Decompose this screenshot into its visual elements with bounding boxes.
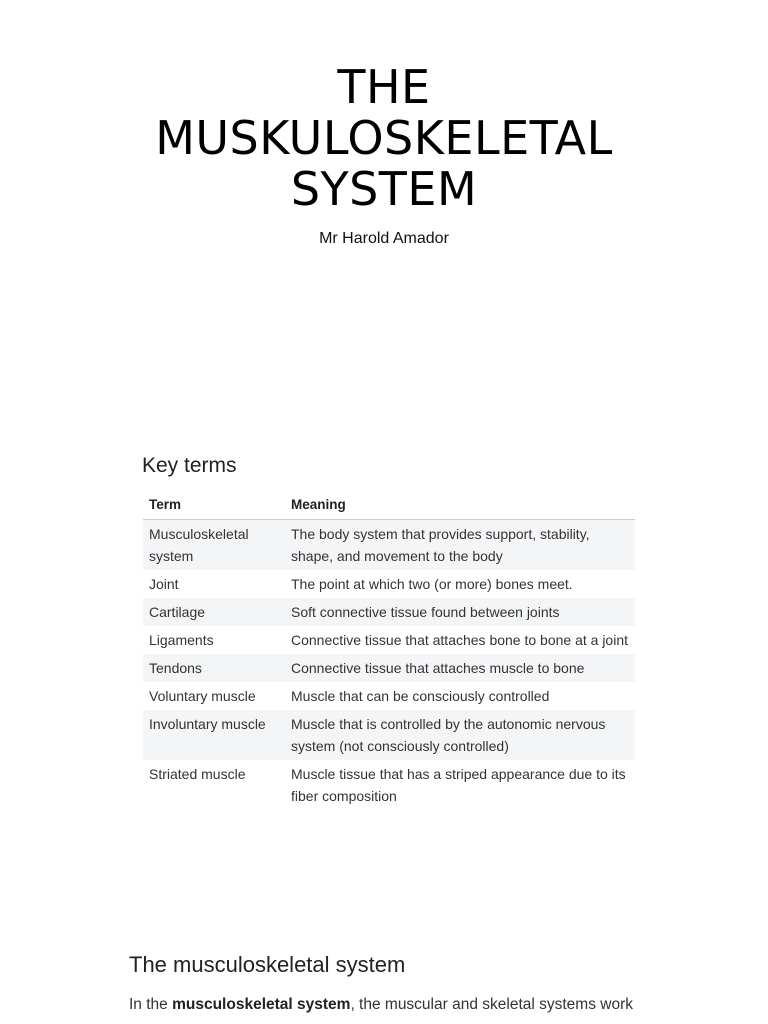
- intro-prefix: In the: [129, 996, 173, 1013]
- key-terms-heading: Key terms: [142, 454, 237, 477]
- table-row: [143, 570, 635, 598]
- term-cell: Voluntary muscle: [149, 688, 256, 704]
- table-header-row: [143, 491, 635, 520]
- meaning-cell: The point at which two (or more) bones meet.: [291, 576, 573, 592]
- meaning-cell: Connective tissue that attaches bone to bone at a joint: [291, 632, 629, 648]
- author-name: Mr Harold Amador: [319, 230, 449, 247]
- term-cell: Cartilage: [143, 598, 285, 626]
- table-row: [143, 598, 635, 626]
- meaning-cell: Muscle that is controlled by the autonomic nervous system (not consciously controlled): [285, 710, 635, 760]
- meaning-cell: Muscle that can be consciously controlled: [291, 688, 550, 704]
- meaning-cell: Muscle tissue that has a striped appearance due to its fiber composition: [291, 766, 626, 804]
- term-cell: Striated muscle: [149, 766, 246, 782]
- table-row: [143, 626, 635, 654]
- term-cell: Ligaments: [149, 632, 214, 648]
- intro-suffix: , the muscular and skeletal systems work: [350, 996, 633, 1013]
- column-header-term: Term: [143, 491, 285, 520]
- title-line-2: MUSKULOSKELETAL: [155, 111, 613, 165]
- term-cell: Joint: [149, 576, 179, 592]
- term-cell: Involuntary muscle: [143, 710, 285, 760]
- column-header-meaning: Meaning: [285, 491, 635, 520]
- table-row: [143, 654, 635, 682]
- term-cell: Tendons: [143, 654, 285, 682]
- meaning-cell: Connective tissue that attaches muscle to bone: [285, 654, 635, 682]
- intro-bold-term: musculoskeletal system: [172, 996, 351, 1013]
- title-line-1: THE: [337, 60, 431, 114]
- table-row: [143, 760, 635, 810]
- title-line-3: SYSTEM: [290, 162, 478, 216]
- key-terms-table: [143, 491, 635, 810]
- term-cell: Musculoskeletal system: [143, 520, 285, 571]
- table-row: [143, 520, 635, 571]
- meaning-cell: The body system that provides support, stability, shape, and movement to the body: [285, 520, 635, 571]
- table-row: [143, 682, 635, 710]
- document-title: [0, 62, 768, 215]
- section-heading: The musculoskeletal system: [129, 952, 406, 977]
- intro-paragraph: [129, 994, 649, 1016]
- table-row: [143, 710, 635, 760]
- meaning-cell: Soft connective tissue found between joints: [285, 598, 635, 626]
